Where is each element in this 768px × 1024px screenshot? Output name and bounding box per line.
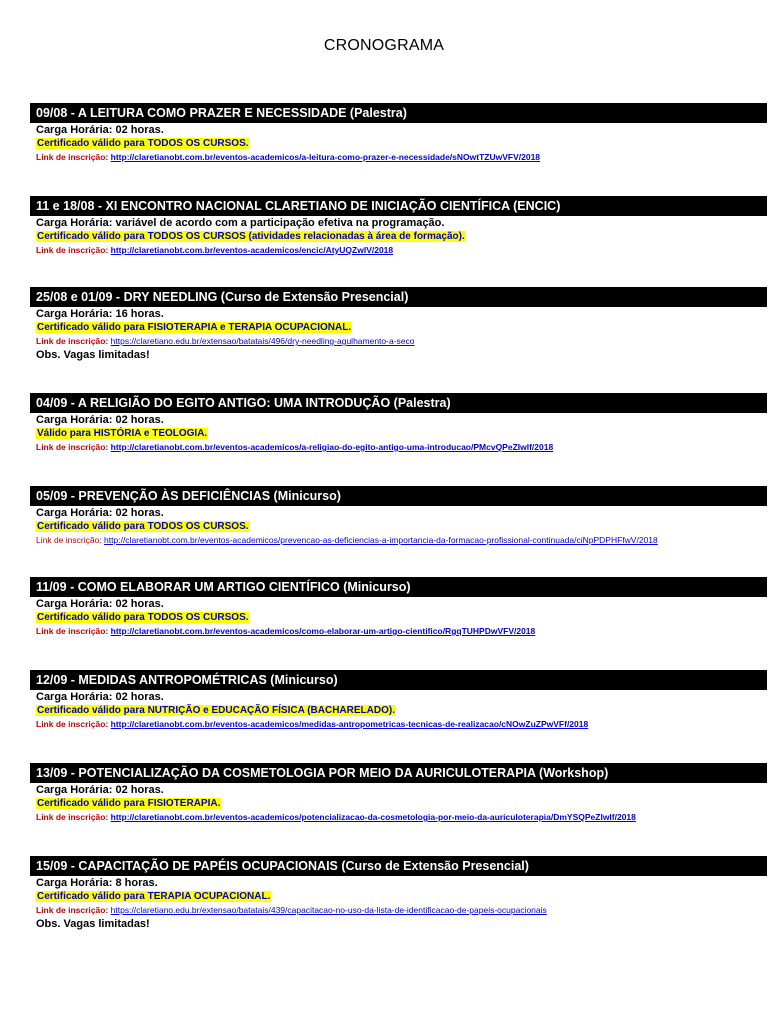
page-title: CRONOGRAMA <box>323 37 445 54</box>
registration-link[interactable]: https://claretiano.edu.br/extensao/batatais/496/dry-needling-agulhamento-a-seco <box>110 336 415 346</box>
link-label: Link de inscrição: <box>36 812 109 822</box>
registration-link-row <box>30 811 767 824</box>
event-header: 13/09 - POTENCIALIZAÇÃO DA COSMETOLOGIA POR MEIO DA AURICULOTERAPIA (Workshop) <box>30 763 767 783</box>
registration-link-row <box>30 534 767 547</box>
registration-link[interactable]: http://claretianobt.com.br/eventos-academicos/prevencao-as-deficiencias-a-importancia-da-formacao-profissional-continuada/ciNpPDPHFfwV/2018 <box>104 535 658 545</box>
event-block <box>30 103 767 164</box>
carga-horaria: Carga Horária: 16 horas. <box>36 308 164 320</box>
link-label: Link de inscrição: <box>36 152 109 162</box>
carga-horaria: Carga Horária: 02 horas. <box>36 598 164 610</box>
event-block <box>30 856 767 931</box>
certificate-highlight: Válido para HISTÓRIA e TEOLOGIA. <box>37 428 208 439</box>
certificate-highlight: Certificado válido para TODOS OS CURSOS. <box>37 612 249 623</box>
registration-link[interactable]: http://claretianobt.com.br/eventos-academicos/a-religiao-do-egito-antigo-uma-introducao/PMcvQPeZIwlf/2018 <box>110 442 554 452</box>
link-label: Link de inscrição: <box>36 626 109 636</box>
certificate-note <box>30 137 767 151</box>
certificate-note <box>30 797 767 811</box>
carga-horaria: Carga Horária: 02 horas. <box>36 784 164 796</box>
event-header: 12/09 - MEDIDAS ANTROPOMÉTRICAS (Minicurso) <box>30 670 767 690</box>
certificate-note <box>30 427 767 441</box>
registration-link[interactable]: https://claretiano.edu.br/extensao/batatais/439/capacitacao-no-uso-da-lista-de-identificacao-de-papeis-ocupacionais <box>110 905 547 915</box>
certificate-note <box>30 704 767 718</box>
event-header: 15/09 - CAPACITAÇÃO DE PAPÉIS OCUPACIONAIS (Curso de Extensão Presencial) <box>30 856 767 876</box>
registration-link[interactable]: http://claretianobt.com.br/eventos-academicos/medidas-antropometricas-tecnicas-de-realizacao/cNOwZuZPwVFf/2018 <box>110 719 589 729</box>
event-header: 09/08 - A LEITURA COMO PRAZER E NECESSIDADE (Palestra) <box>30 103 767 123</box>
registration-link[interactable]: http://claretianobt.com.br/eventos-academicos/potencializacao-da-cosmetologia-por-meio-da-auriculoterapia/DmYSQPeZIwlf/2018 <box>110 812 636 822</box>
certificate-highlight: Certificado válido para TODOS OS CURSOS (atividades relacionadas à área de formação). <box>37 231 465 242</box>
certificate-note <box>30 611 767 625</box>
event-block <box>30 287 767 362</box>
certificate-note <box>30 321 767 335</box>
link-label: Link de inscrição: <box>36 905 109 915</box>
carga-horaria: Carga Horária: 02 horas. <box>36 691 164 703</box>
certificate-highlight: Certificado válido para NUTRIÇÃO e EDUCAÇÃO FÍSICA (BACHARELADO). <box>37 705 395 716</box>
registration-link-row <box>30 904 767 917</box>
carga-horaria: Carga Horária: 02 horas. <box>36 414 164 426</box>
event-block <box>30 670 767 731</box>
carga-horaria: Carga Horária: 02 horas. <box>36 124 164 136</box>
certificate-highlight: Certificado válido para TODOS OS CURSOS. <box>37 521 249 532</box>
registration-link-row <box>30 625 767 638</box>
certificate-note <box>30 890 767 904</box>
link-label: Link de inscrição: <box>36 442 109 452</box>
certificate-note <box>30 520 767 534</box>
registration-link-row <box>30 335 767 348</box>
carga-horaria: Carga Horária: 02 horas. <box>36 507 164 519</box>
event-block <box>30 196 767 257</box>
certificate-highlight: Certificado válido para TODOS OS CURSOS. <box>37 138 249 149</box>
carga-horaria: Carga Horária: variável de acordo com a participação efetiva na programação. <box>36 217 445 229</box>
registration-link[interactable]: http://claretianobt.com.br/eventos-academicos/encic/AtyUQZwIV/2018 <box>110 245 394 255</box>
event-header: 04/09 - A RELIGIÃO DO EGITO ANTIGO: UMA INTRODUÇÃO (Palestra) <box>30 393 767 413</box>
event-block <box>30 763 767 824</box>
event-header: 11 e 18/08 - XI ENCONTRO NACIONAL CLARETIANO DE INICIAÇÃO CIENTÍFICA (ENCIC) <box>30 196 767 216</box>
registration-link[interactable]: http://claretianobt.com.br/eventos-academicos/como-elaborar-um-artigo-cientifico/RgqTUHPDwVFV/2018 <box>110 626 536 636</box>
link-label: Link de inscrição: <box>36 535 102 545</box>
event-block <box>30 486 767 547</box>
observation-note: Obs. Vagas limitadas! <box>36 349 150 361</box>
certificate-highlight: Certificado válido para FISIOTERAPIA. <box>37 798 221 809</box>
event-block <box>30 577 767 638</box>
link-label: Link de inscrição: <box>36 336 109 346</box>
registration-link-row <box>30 718 767 731</box>
link-label: Link de inscrição: <box>36 245 109 255</box>
certificate-note <box>30 230 767 244</box>
event-header: 05/09 - PREVENÇÃO ÀS DEFICIÊNCIAS (Minicurso) <box>30 486 767 506</box>
registration-link-row <box>30 441 767 454</box>
carga-horaria: Carga Horária: 8 horas. <box>36 877 158 889</box>
event-block <box>30 393 767 454</box>
certificate-highlight: Certificado válido para TERAPIA OCUPACIONAL. <box>37 891 271 902</box>
observation-note: Obs. Vagas limitadas! <box>36 918 150 930</box>
registration-link[interactable]: http://claretianobt.com.br/eventos-academicos/a-leitura-como-prazer-e-necessidade/sNOwtTZUwVFV/2018 <box>110 152 541 162</box>
registration-link-row <box>30 244 767 257</box>
registration-link-row <box>30 151 767 164</box>
event-header: 11/09 - COMO ELABORAR UM ARTIGO CIENTÍFICO (Minicurso) <box>30 577 767 597</box>
event-header: 25/08 e 01/09 - DRY NEEDLING (Curso de Extensão Presencial) <box>30 287 767 307</box>
certificate-highlight: Certificado válido para FISIOTERAPIA e TERAPIA OCUPACIONAL. <box>37 322 352 333</box>
link-label: Link de inscrição: <box>36 719 109 729</box>
